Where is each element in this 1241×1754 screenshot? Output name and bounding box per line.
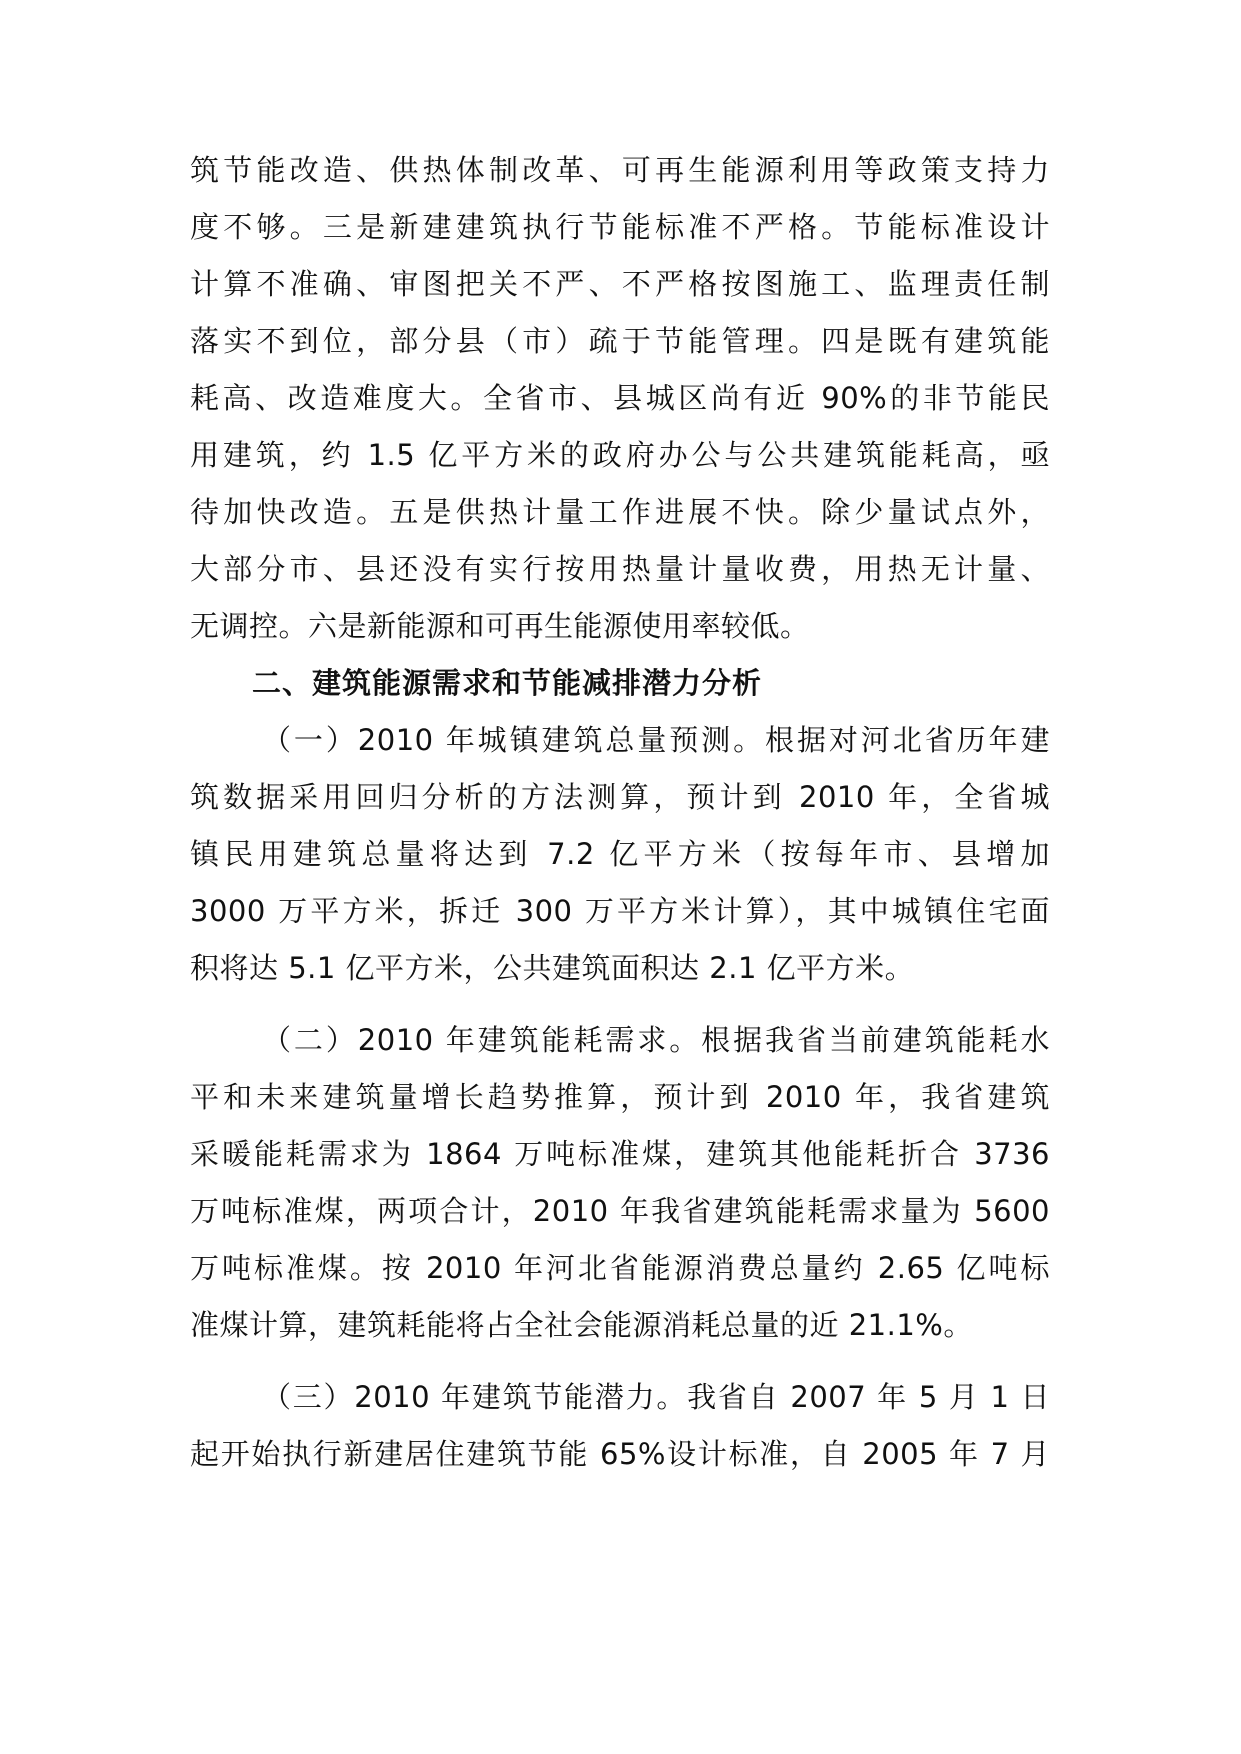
- paragraph-line: 积将达 5.1 亿平方米，公共建筑面积达 2.1 亿平方米。: [190, 951, 915, 985]
- paragraph-line: （一）2010 年城镇建筑总量预测。根据对河北省历年建: [262, 723, 1050, 757]
- paragraph-line: 采暖能耗需求为 1864 万吨标准煤，建筑其他能耗折合 3736: [190, 1137, 1050, 1171]
- paragraph-line: （二）2010 年建筑能耗需求。根据我省当前建筑能耗水: [262, 1023, 1050, 1057]
- paragraph-line: 无调控。六是新能源和可再生能源使用率较低。: [190, 609, 810, 643]
- paragraph-line: 平和未来建筑量增长趋势推算，预计到 2010 年，我省建筑: [190, 1080, 1050, 1114]
- paragraph-line: 筑数据采用回归分析的方法测算，预计到 2010 年，全省城: [190, 780, 1050, 814]
- paragraph-line: 耗高、改造难度大。全省市、县城区尚有近 90%的非节能民: [190, 381, 1050, 415]
- paragraph-line: 准煤计算，建筑耗能将占全社会能源消耗总量的近 21.1%。: [190, 1308, 973, 1342]
- paragraph-line: 万吨标准煤。按 2010 年河北省能源消费总量约 2.65 亿吨标: [190, 1251, 1050, 1285]
- paragraph-line: 起开始执行新建居住建筑节能 65%设计标准，自 2005 年 7 月: [190, 1437, 1050, 1471]
- paragraph-line: 万吨标准煤，两项合计，2010 年我省建筑能耗需求量为 5600: [190, 1194, 1050, 1228]
- section-heading: 二、建筑能源需求和节能减排潜力分析: [252, 666, 763, 700]
- paragraph-line: 待加快改造。五是供热计量工作进展不快。除少量试点外，: [190, 495, 1050, 529]
- paragraph-line: （三）2010 年建筑节能潜力。我省自 2007 年 5 月 1 日: [262, 1380, 1050, 1414]
- paragraph-line: 计算不准确、审图把关不严、不严格按图施工、监理责任制: [190, 267, 1050, 301]
- paragraph-line: 用建筑，约 1.5 亿平方米的政府办公与公共建筑能耗高，亟: [190, 438, 1050, 472]
- paragraph-line: 镇民用建筑总量将达到 7.2 亿平方米（按每年市、县增加: [190, 837, 1050, 871]
- paragraph-line: 筑节能改造、供热体制改革、可再生能源利用等政策支持力: [190, 153, 1050, 187]
- paragraph-line: 3000 万平方米，拆迁 300 万平方米计算），其中城镇住宅面: [190, 894, 1050, 928]
- paragraph-line: 落实不到位，部分县（市）疏于节能管理。四是既有建筑能: [190, 324, 1050, 358]
- paragraph-line: 大部分市、县还没有实行按用热量计量收费，用热无计量、: [190, 552, 1050, 586]
- paragraph-line: 度不够。三是新建建筑执行节能标准不严格。节能标准设计: [190, 210, 1050, 244]
